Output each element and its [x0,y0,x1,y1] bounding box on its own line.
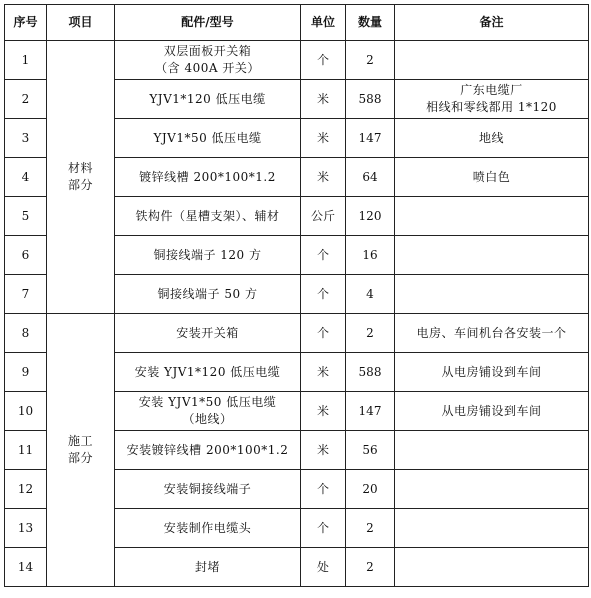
model-text-line: 安装铜接线端子 [163,481,252,496]
materials-table [4,4,589,587]
note-cell [395,470,589,509]
model-text-line: 安装 YJV1*120 低压电缆 [134,364,281,379]
header-note: 备注 [395,5,589,41]
note-cell [395,431,589,470]
unit-cell: 公斤 [301,197,346,236]
seq-cell: 6 [5,236,47,275]
model-cell [115,314,301,353]
note-cell [395,80,589,119]
qty-cell: 2 [346,548,395,587]
model-cell [115,236,301,275]
model-cell [115,548,301,587]
header-unit: 单位 [301,5,346,41]
model-text-line: 铜接线端子 120 方 [153,247,262,262]
model-text-line: （地线） [182,412,233,426]
model-cell [115,158,301,197]
unit-cell: 个 [301,236,346,275]
model-text-line: 封堵 [194,559,220,574]
seq-cell: 1 [5,41,47,80]
model-cell [115,80,301,119]
qty-cell: 147 [346,392,395,431]
model-cell [115,197,301,236]
model-text-line: 安装制作电缆头 [163,520,252,535]
note-cell [395,314,589,353]
note-text-line: 相线和零线都用 1*120 [426,100,557,114]
qty-cell: 56 [346,431,395,470]
model-cell [115,470,301,509]
model-text-line: 铜接线端子 50 方 [157,286,258,301]
model-text-line: （含 400A 开关） [155,61,260,75]
model-text-line: 镀锌线槽 200*100*1.2 [139,169,276,184]
note-cell [395,548,589,587]
table-body [5,41,589,587]
unit-cell: 个 [301,509,346,548]
note-text-line: 喷白色 [472,169,511,184]
unit-cell: 个 [301,41,346,80]
unit-cell: 处 [301,548,346,587]
seq-cell: 7 [5,275,47,314]
qty-cell: 2 [346,314,395,353]
unit-cell: 米 [301,431,346,470]
seq-cell: 10 [5,392,47,431]
unit-cell: 个 [301,275,346,314]
unit-cell: 米 [301,392,346,431]
model-text-line: 铁构件（星槽支架）、辅材 [135,208,280,223]
note-text-line: 地线 [478,130,504,145]
note-text-line: 从电房铺设到车间 [441,403,542,418]
seq-cell: 14 [5,548,47,587]
header-row [5,5,589,41]
model-cell [115,353,301,392]
model-text-line: 安装开关箱 [176,325,239,340]
model-text-line: 双层面板开关箱 [163,44,252,58]
unit-cell: 米 [301,119,346,158]
seq-cell: 12 [5,470,47,509]
model-text-line: YJV1*120 低压电缆 [149,91,266,106]
qty-cell: 588 [346,353,395,392]
model-cell [115,431,301,470]
header-model: 配件/型号 [115,5,301,41]
note-cell [395,119,589,158]
seq-cell: 13 [5,509,47,548]
unit-cell: 个 [301,314,346,353]
group-label-line: 部分 [67,451,93,465]
note-cell [395,353,589,392]
model-cell [115,509,301,548]
qty-cell: 4 [346,275,395,314]
model-cell [115,275,301,314]
seq-cell: 3 [5,119,47,158]
note-cell [395,275,589,314]
qty-cell: 64 [346,158,395,197]
note-cell [395,197,589,236]
seq-cell: 4 [5,158,47,197]
model-cell [115,41,301,80]
note-cell [395,158,589,197]
model-text-line: 安装 YJV1*50 低压电缆 [138,395,277,409]
note-cell [395,41,589,80]
note-text-line: 广东电缆厂 [460,83,523,97]
note-cell [395,509,589,548]
seq-cell: 5 [5,197,47,236]
unit-cell: 米 [301,353,346,392]
note-text-line: 电房、车间机台各安装一个 [416,325,567,340]
table-row [5,41,589,80]
model-text-line: 安装镀锌线槽 200*100*1.2 [126,442,289,457]
seq-cell: 8 [5,314,47,353]
header-seq: 序号 [5,5,47,41]
model-text-line: YJV1*50 低压电缆 [153,130,262,145]
group-cell-construction [47,314,115,587]
header-item: 项目 [47,5,115,41]
unit-cell: 个 [301,470,346,509]
seq-cell: 11 [5,431,47,470]
group-label-line: 施工 [67,434,93,448]
model-cell [115,392,301,431]
note-cell [395,392,589,431]
qty-cell: 2 [346,41,395,80]
qty-cell: 588 [346,80,395,119]
group-label-line: 部分 [67,178,93,192]
qty-cell: 16 [346,236,395,275]
seq-cell: 9 [5,353,47,392]
group-cell-materials [47,41,115,314]
qty-cell: 20 [346,470,395,509]
header-qty: 数量 [346,5,395,41]
qty-cell: 2 [346,509,395,548]
unit-cell: 米 [301,158,346,197]
qty-cell: 120 [346,197,395,236]
note-cell [395,236,589,275]
model-cell [115,119,301,158]
qty-cell: 147 [346,119,395,158]
group-label-line: 材料 [67,161,93,175]
table-row [5,314,589,353]
seq-cell: 2 [5,80,47,119]
unit-cell: 米 [301,80,346,119]
note-text-line: 从电房铺设到车间 [441,364,542,379]
